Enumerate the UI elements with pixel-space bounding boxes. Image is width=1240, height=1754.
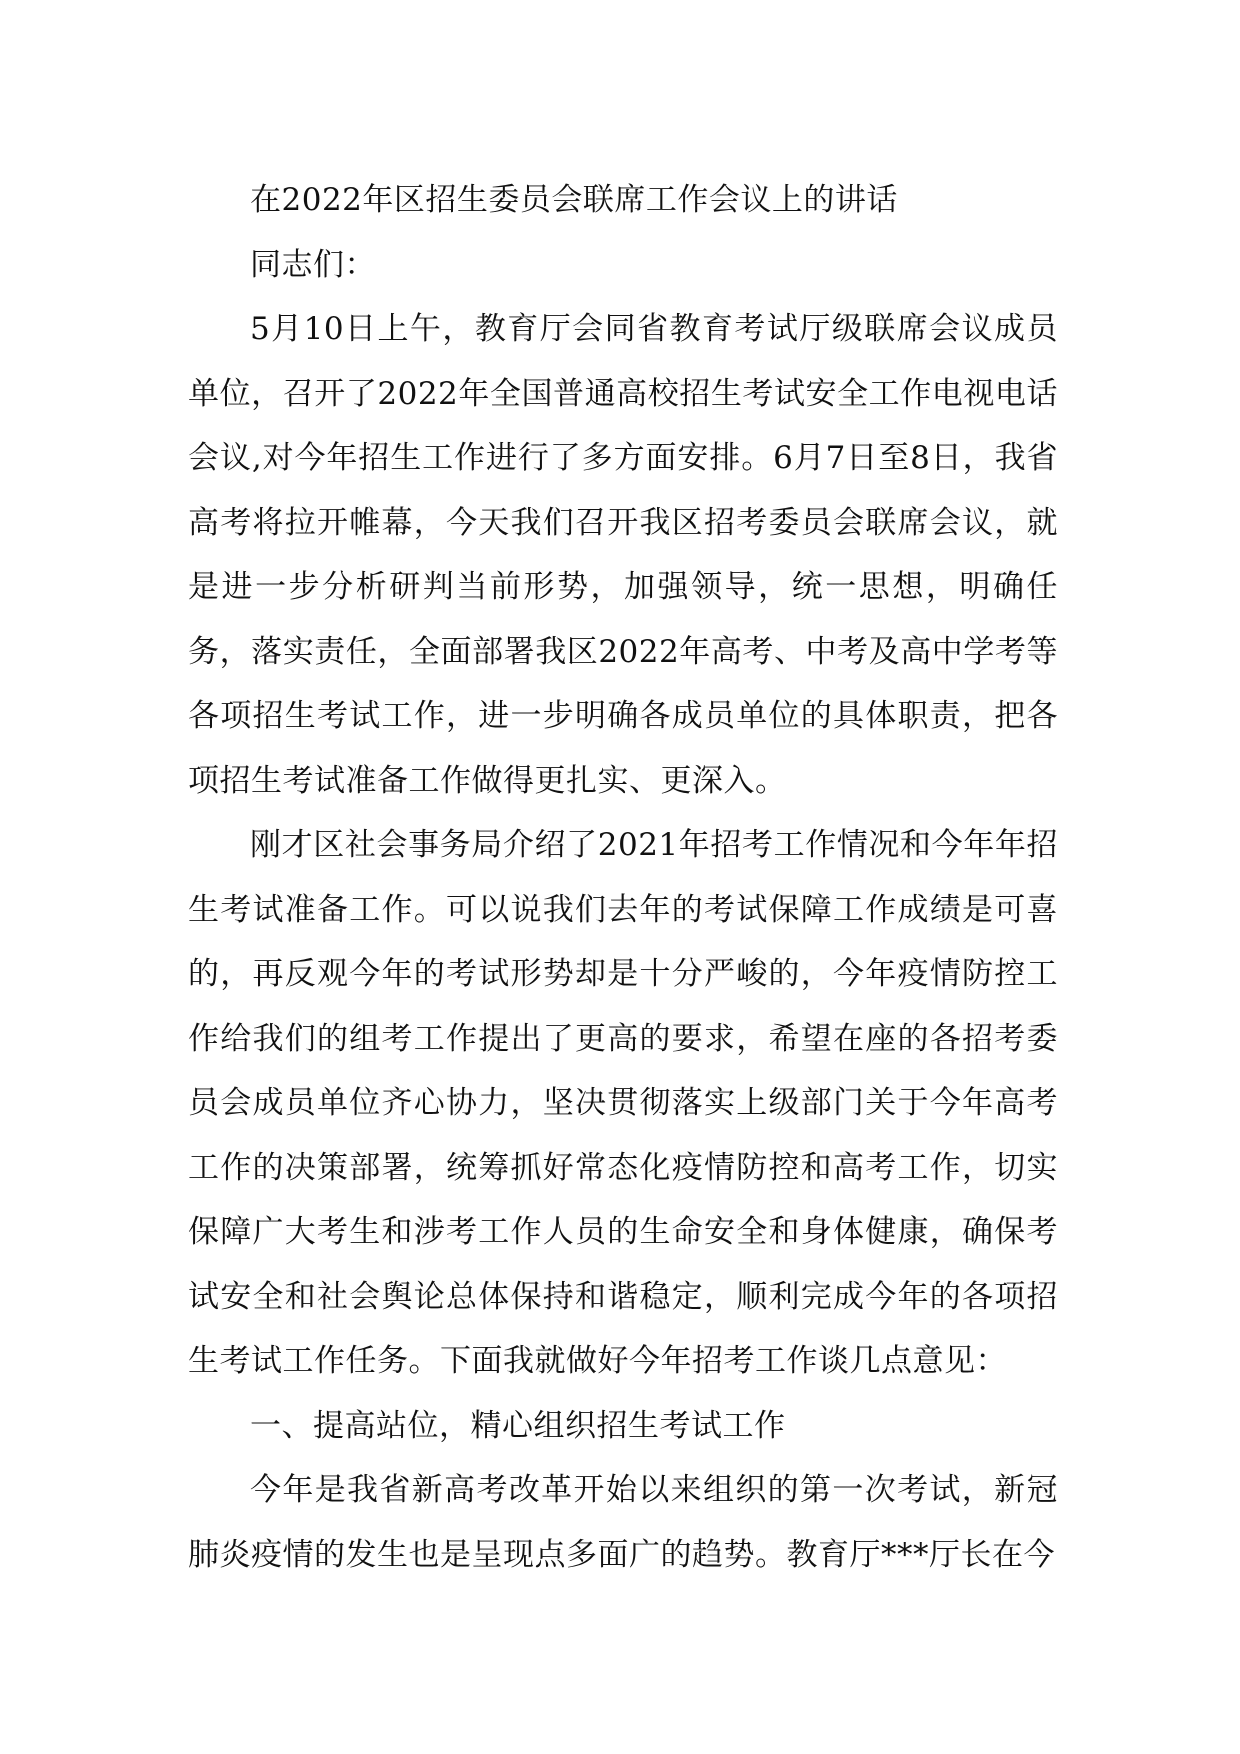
section-heading: 一、提高站位，精心组织招生考试工作 — [250, 1407, 786, 1444]
document-title: 在2022年区招生委员会联席工作会议上的讲话 — [250, 182, 898, 218]
section-paragraph: 今年是我省新高考改革开始以来组织的第一次考试，新冠肺炎疫情的发生也是呈现点多面广的趋势。教育厅***厅长在今 — [188, 1472, 1058, 1573]
salutation: 同志们： — [250, 246, 376, 283]
document-body — [188, 168, 1058, 1587]
paragraph-2: 刚才区社会事务局介绍了2021年招考工作情况和今年年招生考试准备工作。可以说我们去年的考试保障工作成绩是可喜的，再反观今年的考试形势却是十分严峻的，今年疫情防控工作给我们的组考工作提出了更高的要求，希望在座的各招考委员会成员单位齐心协力，坚决贯彻落实上级部门关于今年高考工作的决策部署，统筹抓好常态化疫情防控和高考工作，切实保障广大考生和涉考工作人员的生命安全和身体健康，确保考试安全和社会舆论总体保持和谐稳定，顺利完成今年的各项招生考试工作任务。下面我就做好今年招考工作谈几点意见： — [188, 827, 1058, 1379]
paragraph-1: 5月10日上午，教育厅会同省教育考试厅级联席会议成员单位，召开了2022年全国普通高校招生考试安全工作电视电话会议,对今年招生工作进行了多方面安排。6月7日至8日，我省高考将拉开帷幕，今天我们召开我区招考委员会联席会议，就是进一步分析研判当前形势，加强领导，统一思想，明确任务，落实责任，全面部署我区2022年高考、中考及高中学考等各项招生考试工作，进一步明确各成员单位的具体职责，把各项招生考试准备工作做得更扎实、更深入。 — [188, 311, 1058, 799]
